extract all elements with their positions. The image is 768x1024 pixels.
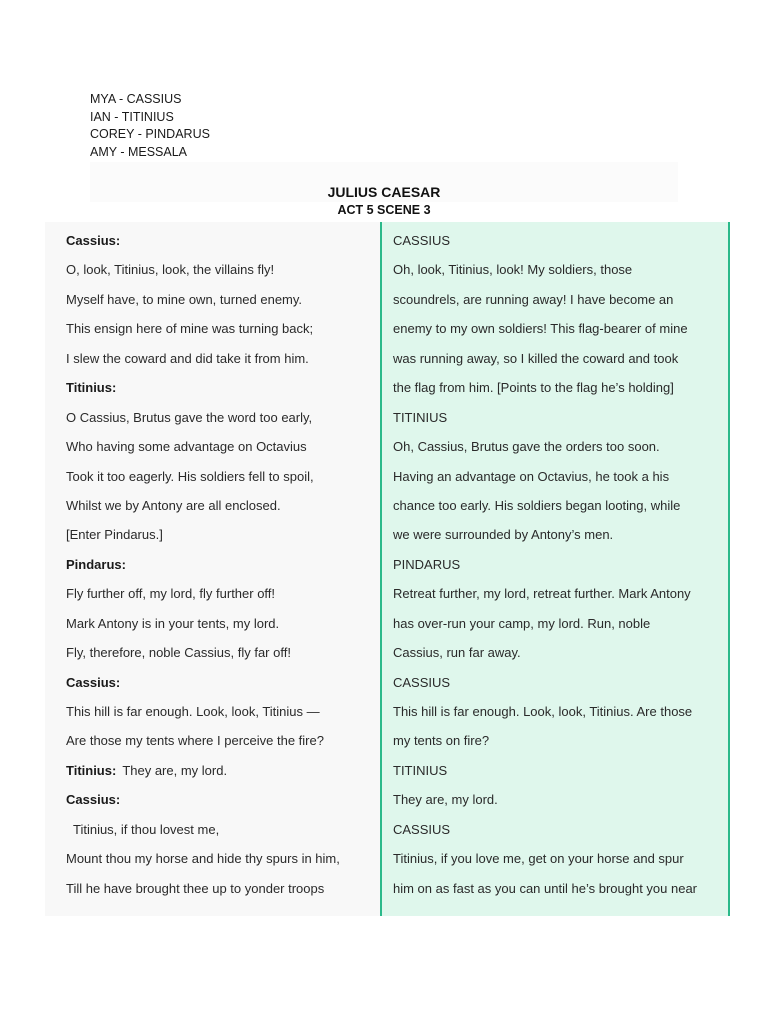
original-line [66,285,340,314]
modern-line: PINDARUS [393,556,461,572]
modern-line: Having an advantage on Octavius, he took a his [393,468,670,484]
line-text: O, look, Titinius, look, the villains fly! [66,262,275,278]
modern-line: Titinius, if you love me, get on your horse and spur [393,851,684,867]
modern-line: him on as fast as you can until he’s brought you near [393,880,698,896]
original-line [66,844,340,873]
modern-line: Retreat further, my lord, retreat further. Mark Antony [393,586,691,602]
cast-entry: COREY - PINDARUS [90,127,210,141]
modern-line: Oh, look, Titinius, look! My soldiers, those [393,262,633,278]
modern-lines [393,226,697,903]
modern-line: we were surrounded by Antony’s men. [393,527,614,543]
speaker-name: Pindarus: [66,556,126,572]
modern-line: CASSIUS [393,233,451,248]
original-line [66,314,340,343]
modern-line: was running away, so I killed the coward and took [393,350,679,366]
line-text: Mark Antony is in your tents, my lord. [66,615,280,631]
speaker-name: Titinius: [66,762,117,778]
original-line [66,373,340,402]
play-title: JULIUS CAESAR [327,184,441,200]
original-line [66,579,340,608]
original-line [66,756,340,785]
modern-line: They are, my lord. [393,792,498,808]
line-text: Took it too eagerly. His soldiers fell to spoil, [66,468,314,484]
line-text: Till he have brought thee up to yonder troops [66,880,325,896]
modern-line: CASSIUS [393,674,451,690]
original-line [66,255,340,284]
original-line [66,726,340,755]
line-text: Titinius, if thou lovest me, [66,821,220,837]
modern-line: This hill is far enough. Look, look, Titinius. Are those [393,704,693,719]
original-line [66,520,340,549]
original-line [66,815,340,844]
modern-line: enemy to my own soldiers! This flag-bearer of mine [393,321,688,337]
modern-line: scoundrels, are running away! I have become an [393,291,674,307]
cast-entry: AMY - MESSALA [90,144,188,159]
original-line [66,550,340,579]
modern-line: my tents on fire? [393,733,490,749]
speaker-name: Titinius: [66,380,117,396]
original-line [66,432,340,461]
original-lines [66,226,340,903]
line-text: [Enter Pindarus.] [66,527,163,543]
modern-line: Cassius, run far away. [393,645,521,661]
cast-list [90,91,210,161]
line-text: Myself have, to mine own, turned enemy. [66,291,303,307]
line-text: I slew the coward and did take it from him. [66,350,309,366]
original-line [66,403,340,432]
modern-line: TITINIUS [393,409,448,425]
modern-line: chance too early. His soldiers began looting, while [393,497,681,513]
line-text: Whilst we by Antony are all enclosed. [66,497,281,513]
modern-line: has over-run your camp, my lord. Run, noble [393,615,651,631]
line-text: This hill is far enough. Look, look, Titinius — [66,704,320,719]
modern-line: TITINIUS [393,762,448,778]
line-text: Are those my tents where I perceive the fire? [66,733,324,749]
line-text: O Cassius, Brutus gave the word too early, [66,409,313,425]
line-text: Fly, therefore, noble Cassius, fly far off! [66,645,291,661]
line-text: Who having some advantage on Octavius [66,439,307,455]
speaker-name: Cassius: [66,674,121,690]
original-line [66,697,340,726]
original-line [66,874,340,903]
modern-line: the flag from him. [Points to the flag he’s holding] [393,380,674,396]
modern-line: Oh, Cassius, Brutus gave the orders too soon. [393,439,660,455]
scene-title: ACT 5 SCENE 3 [337,203,431,217]
original-line [66,491,340,520]
original-line [66,609,340,638]
speaker-name: Cassius: [66,792,121,808]
original-line [66,785,340,814]
cast-entry: IAN - TITINIUS [90,109,174,124]
original-line [66,344,340,373]
modern-line: CASSIUS [393,821,451,837]
line-text: They are, my lord. [122,762,228,778]
speaker-name: Cassius: [66,233,121,248]
original-line [66,638,340,667]
line-text: Mount thou my horse and hide thy spurs in him, [66,851,340,867]
column-border-right [728,222,730,916]
cast-entry: MYA - CASSIUS [90,92,182,106]
line-text: This ensign here of mine was turning back; [66,321,314,337]
line-text: Fly further off, my lord, fly further off! [66,586,276,602]
original-line [66,668,340,697]
original-line [66,462,340,491]
original-line [66,226,340,255]
